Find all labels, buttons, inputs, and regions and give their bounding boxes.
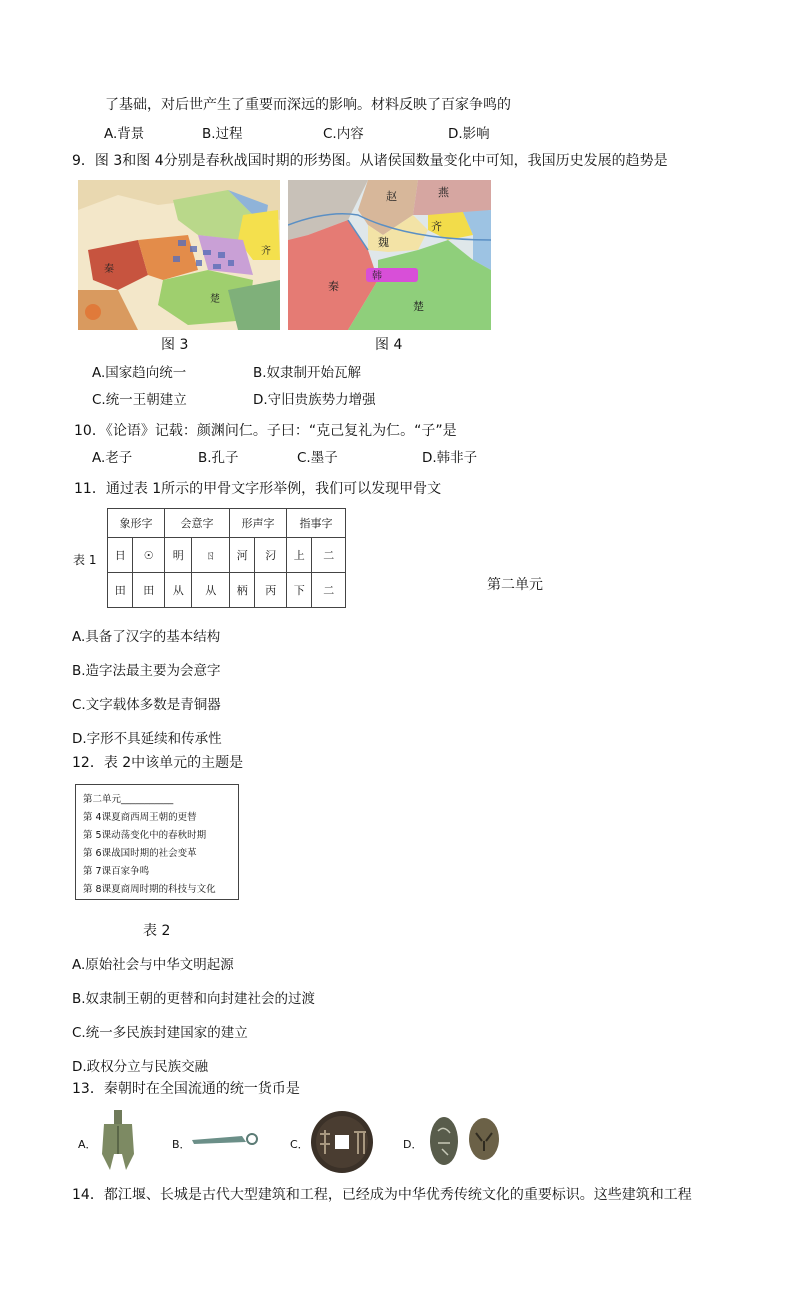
lesson-8: 第 8课夏商周时期的科技与文化: [83, 884, 216, 895]
oracle-glyph-down: 二: [312, 573, 346, 608]
q9-stem: 9．图 3和图 4分别是春秋战国时期的形势图。从诸侯国数量变化中可知，我国历史发展的趋势是: [72, 153, 668, 169]
map4-label-yan: 燕: [438, 186, 449, 199]
q10-option-c[interactable]: C.墨子: [297, 450, 338, 466]
map4-label-han: 韩: [372, 271, 382, 282]
map4-label-wei: 魏: [378, 236, 389, 249]
lesson-6: 第 6课战国时期的社会变革: [83, 848, 197, 859]
q11-option-c[interactable]: C.文字载体多数是青铜器: [72, 697, 221, 713]
q13-option-d-letter[interactable]: D．: [403, 1138, 423, 1151]
oracle-glyph-follow: 从: [192, 573, 230, 608]
round-coin-icon[interactable]: [310, 1110, 374, 1174]
figure-3-caption: 图 3: [161, 337, 189, 353]
q11-stem: 11．通过表 1所示的甲骨文字形举例，我们可以发现甲骨文: [74, 481, 442, 497]
table-1-label: 表 1: [73, 553, 97, 567]
q10-option-b[interactable]: B.孔子: [198, 450, 239, 466]
q10-option-d[interactable]: D.韩非子: [422, 450, 478, 466]
unit-title: 第二单元___________: [83, 794, 174, 805]
figure-4-caption: 图 4: [375, 337, 403, 353]
table-cell: 明: [165, 538, 192, 573]
q10-option-a[interactable]: A.老子: [92, 450, 133, 466]
table-header-phonetic: 形声字: [230, 509, 287, 538]
map4-label-qin: 秦: [328, 280, 339, 293]
oracle-glyph-sun: ☉: [133, 538, 165, 573]
q10-stem: 10．《论语》记载：颜渊问仁。子曰：“克己复礼为仁。“子”是: [74, 423, 457, 439]
oracle-glyph-handle: 丙: [255, 573, 287, 608]
table-header-ideographic: 会意字: [165, 509, 230, 538]
q9-option-d[interactable]: D.守旧贵族势力增强: [253, 392, 376, 408]
table-cell: 从: [165, 573, 192, 608]
map-figure-3: [78, 180, 280, 330]
map4-label-chu: 楚: [413, 300, 424, 313]
table-cell: 上: [287, 538, 312, 573]
q9-option-a[interactable]: A.国家趋向统一: [92, 365, 187, 381]
ant-nose-coin-icon[interactable]: [424, 1115, 504, 1171]
q13-option-b-letter[interactable]: B．: [172, 1138, 191, 1151]
q12-option-c[interactable]: C.统一多民族封建国家的建立: [72, 1025, 248, 1041]
table-2-caption: 表 2: [143, 923, 171, 939]
q14-stem: 14．都江堰、长城是古代大型建筑和工程，已经成为中华优秀传统文化的重要标识。这些建筑和工程: [72, 1187, 692, 1203]
q8-option-c[interactable]: C.内容: [323, 126, 364, 142]
q11-option-b[interactable]: B.造字法最主要为会意字: [72, 663, 221, 679]
table-cell: 柄: [230, 573, 255, 608]
q13-option-c-letter[interactable]: C．: [290, 1138, 309, 1151]
q8-option-b[interactable]: B.过程: [202, 126, 243, 142]
q13-option-a-letter[interactable]: A．: [78, 1138, 97, 1151]
q11-option-a[interactable]: A.具备了汉字的基本结构: [72, 629, 221, 645]
table-header-indicative: 指事字: [287, 509, 346, 538]
q12-option-b[interactable]: B.奴隶制王朝的更替和向封建社会的过渡: [72, 991, 316, 1007]
oracle-glyph-bright: ㄖ: [192, 538, 230, 573]
map-figure-4: [288, 180, 491, 330]
q12-option-d[interactable]: D.政权分立与民族交融: [72, 1059, 209, 1075]
map4-label-zhao: 赵: [386, 190, 397, 203]
oracle-bone-table: [107, 508, 346, 608]
oracle-glyph-field: 田: [133, 573, 165, 608]
q12-stem: 12．表 2中该单元的主题是: [72, 755, 244, 771]
oracle-glyph-river: 汈: [255, 538, 287, 573]
unit-two-side-note: 第二单元: [487, 577, 543, 593]
lesson-4: 第 4课夏商西周王朝的更替: [83, 812, 197, 823]
map4-label-qi: 齐: [431, 220, 442, 233]
q11-option-d[interactable]: D.字形不具延续和传承性: [72, 731, 222, 747]
table-cell: 河: [230, 538, 255, 573]
map3-label-qin: 秦: [104, 264, 114, 275]
unit-contents-table: [75, 784, 239, 900]
q8-option-d[interactable]: D.影响: [448, 126, 490, 142]
q8-tail-text: 了基础，对后世产生了重要而深远的影响。材料反映了百家争鸣的: [105, 97, 511, 113]
map3-label-qi: 齐: [261, 246, 271, 257]
knife-coin-icon[interactable]: [190, 1130, 262, 1148]
q13-stem: 13．秦朝时在全国流通的统一货币是: [72, 1081, 300, 1097]
lesson-5: 第 5课动荡变化中的春秋时期: [83, 830, 207, 841]
q8-option-a[interactable]: A.背景: [104, 126, 145, 142]
q12-option-a[interactable]: A.原始社会与中华文明起源: [72, 957, 234, 973]
map3-label-chu: 楚: [210, 294, 220, 305]
table-cell: 下: [287, 573, 312, 608]
table-cell: 田: [108, 573, 133, 608]
lesson-7: 第 7课百家争鸣: [83, 866, 150, 877]
table-cell: 日: [108, 538, 133, 573]
table-header-pictographic: 象形字: [108, 509, 165, 538]
q9-option-c[interactable]: C.统一王朝建立: [92, 392, 187, 408]
q9-option-b[interactable]: B.奴隶制开始瓦解: [253, 365, 362, 381]
oracle-glyph-up: 二: [312, 538, 346, 573]
spade-coin-icon[interactable]: [98, 1110, 138, 1174]
